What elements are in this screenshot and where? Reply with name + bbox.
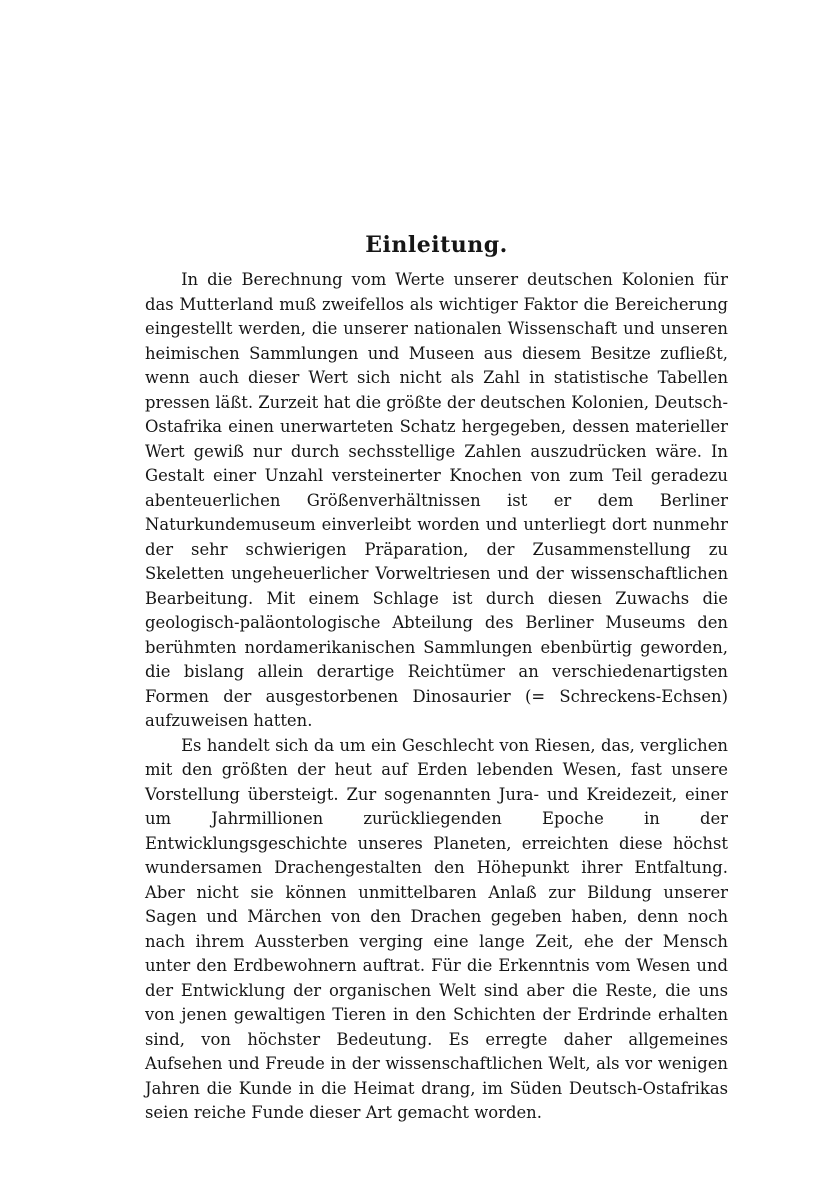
paragraph-1: In die Berechnung vom Werte unserer deutschen Kolonien für das Mutterland muß zweifellos als wichtiger Faktor die Bereicherung eingestellt werden, die unserer nationalen Wissenschaft und unseren heimischen Sammlungen und Museen aus diesem Besitze zufließt, wenn auch dieser Wert sich nicht als Zahl in statistische Tabellen pressen läßt. Zurzeit hat die größte der deutschen Kolonien, Deutsch-Ostafrika einen unerwarteten Schatz hergegeben, dessen materieller Wert gewiß nur durch sechsstellige Zahlen auszudrücken wäre. In Gestalt einer Unzahl versteinerter Knochen von zum Teil geradezu abenteuerlichen Größenverhältnissen ist er dem Berliner Naturkundemuseum einverleibt worden und unterliegt dort nunmehr der sehr schwierigen Präparation, der Zusammenstellung zu Skeletten ungeheuerlicher Vorweltriesen und der wissenschaftlichen Bearbeitung. Mit einem Schlage ist durch diesen Zuwachs die geologisch-paläontologische Abteilung des Berliner Museums den berühmten nordamerikanischen Sammlungen ebenbürtig geworden, die bislang allein derartige Reichtümer an verschiedenartigsten Formen der ausgestorbenen Dinosaurier (= Schreckens-Echsen) aufzuweisen hatten.	[145, 270, 728, 730]
chapter-title: Einleitung.	[365, 232, 508, 258]
page-body	[145, 226, 728, 1126]
paragraph-2: Es handelt sich da um ein Geschlecht von Riesen, das, verglichen mit den größten der heut auf Erden lebenden Wesen, fast unsere Vorstellung übersteigt. Zur sogenannten Jura- und Kreidezeit, einer um Jahrmillionen zurückliegenden Epoche in der Entwicklungsgeschichte unseres Planeten, erreichten diese höchst wundersamen Drachengestalten den Höhepunkt ihrer Entfaltung. Aber nicht sie können unmittelbaren Anlaß zur Bildung unserer Sagen und Märchen von den Drachen gegeben haben, denn noch nach ihrem Aussterben verging eine lange Zeit, ehe der Mensch unter den Erdbewohnern auftrat. Für die Erkenntnis vom Wesen und der Entwicklung der organischen Welt sind aber die Reste, die uns von jenen gewaltigen Tieren in den Schichten der Erdrinde erhalten sind, von höchster Bedeutung. Es erregte daher allgemeines Aufsehen und Freude in der wissenschaftlichen Welt, als vor wenigen Jahren die Kunde in die Heimat drang, im Süden Deutsch-Ostafrikas seien reiche Funde dieser Art gemacht worden.	[145, 735, 728, 1122]
